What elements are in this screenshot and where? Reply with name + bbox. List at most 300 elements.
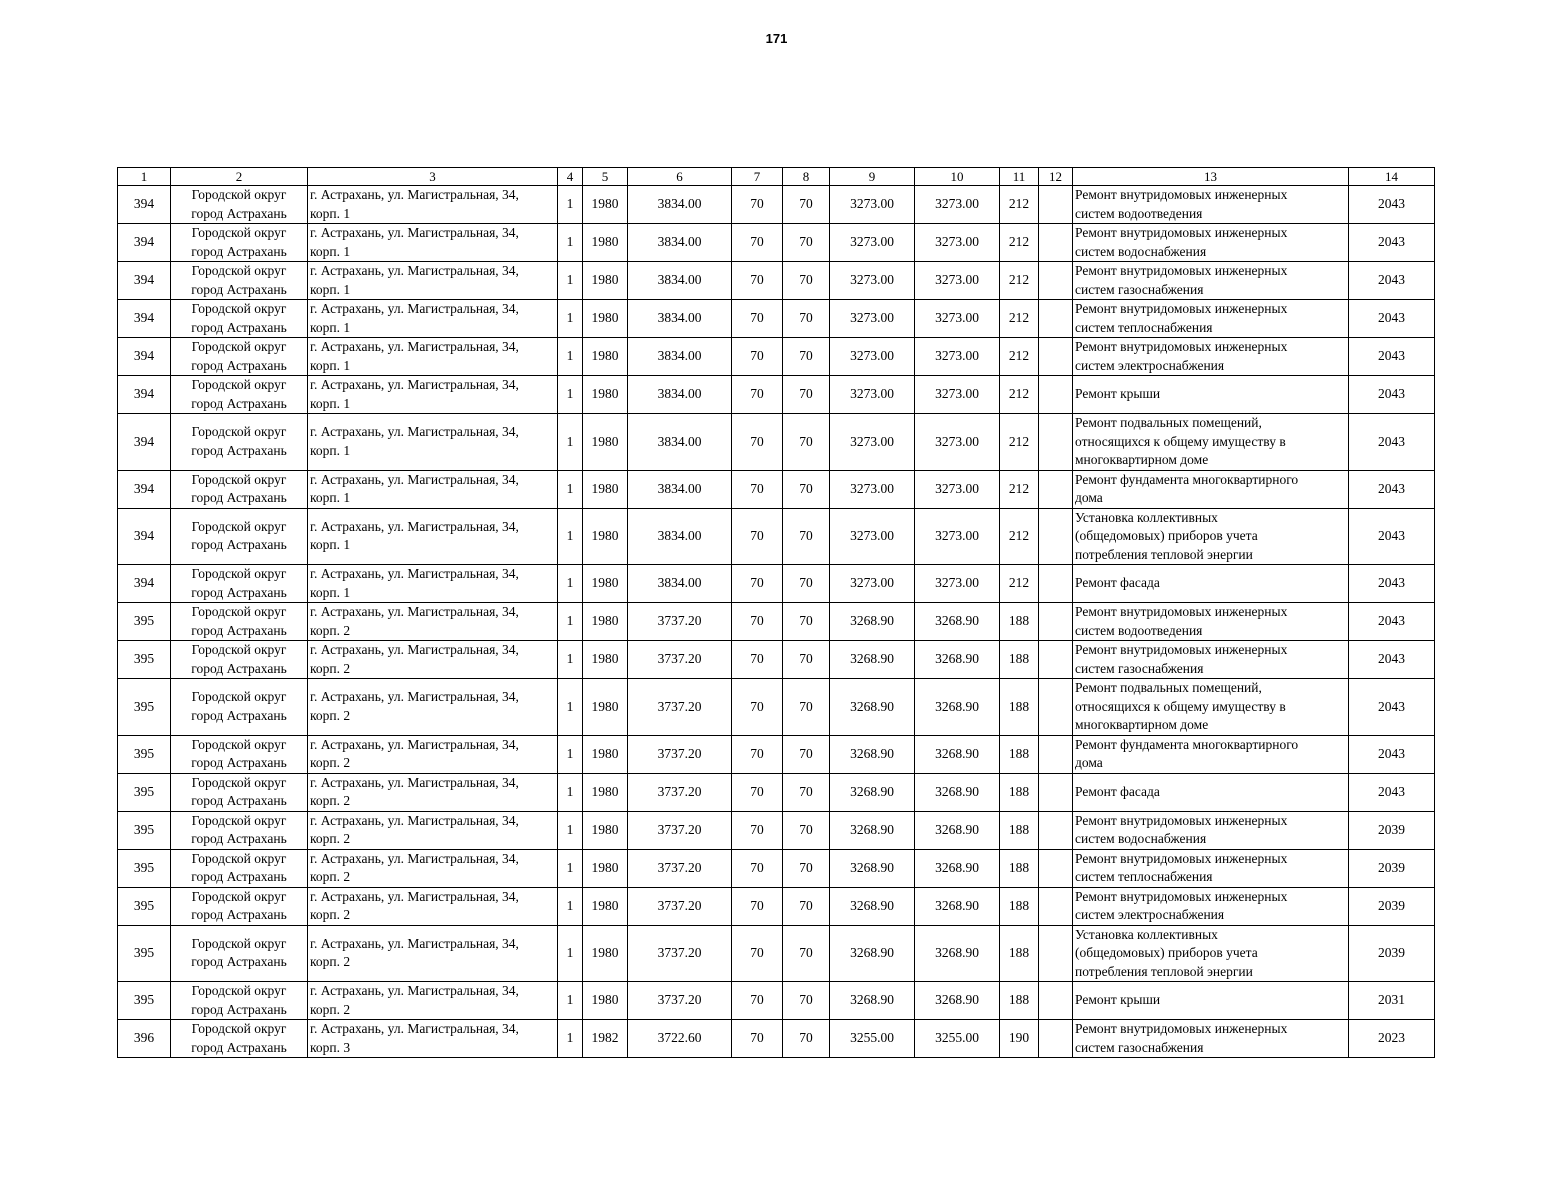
row-number-cell: 395 (118, 641, 171, 679)
area-10-cell: 3273.00 (915, 262, 1000, 300)
area-total-cell: 3737.20 (628, 811, 732, 849)
address-line: корп. 2 (310, 1001, 351, 1017)
col8-cell: 70 (783, 338, 830, 376)
col8-cell: 70 (783, 508, 830, 565)
col4-cell: 1 (558, 186, 583, 224)
row-number-cell: 395 (118, 773, 171, 811)
municipality-cell (171, 603, 308, 641)
row-number-cell: 394 (118, 338, 171, 376)
table-body (118, 168, 1435, 1058)
col4-cell: 1 (558, 565, 583, 603)
area-10-cell: 3268.90 (915, 982, 1000, 1020)
area-total-cell: 3834.00 (628, 224, 732, 262)
residents-cell: 212 (1000, 300, 1039, 338)
area-9-cell: 3273.00 (830, 338, 915, 376)
work-type-cell (1073, 849, 1349, 887)
area-10-cell: 3268.90 (915, 925, 1000, 982)
area-total-cell: 3834.00 (628, 186, 732, 224)
row-number-cell: 394 (118, 470, 171, 508)
work-type-line: систем водоснабжения (1075, 243, 1207, 259)
area-total-cell: 3737.20 (628, 982, 732, 1020)
address-cell (308, 262, 558, 300)
row-number-cell: 394 (118, 262, 171, 300)
table-row (118, 641, 1435, 679)
col4-cell: 1 (558, 679, 583, 736)
col12-cell (1039, 224, 1073, 262)
header-cell-1: 1 (118, 168, 171, 186)
work-type-cell (1073, 925, 1349, 982)
address-line: корп. 1 (310, 205, 351, 221)
col4-cell: 1 (558, 414, 583, 471)
area-10-cell: 3268.90 (915, 603, 1000, 641)
municipality-cell (171, 849, 308, 887)
year-cell: 1980 (583, 773, 628, 811)
col7-cell: 70 (732, 186, 783, 224)
plan-year-cell: 2039 (1349, 811, 1435, 849)
plan-year-cell: 2043 (1349, 338, 1435, 376)
municipality-line: Городской округ (191, 263, 287, 278)
municipality-line: Городской округ (191, 888, 287, 904)
work-type-line: Установка коллективных (1075, 926, 1218, 942)
address-line: г. Астрахань, ул. Магистральная, 34, (310, 689, 519, 705)
address-cell (308, 849, 558, 887)
work-type-line: дома (1075, 755, 1103, 770)
work-type-line: Установка коллективных (1075, 509, 1218, 525)
row-number-cell: 394 (118, 224, 171, 262)
work-type-cell (1073, 982, 1349, 1020)
address-cell (308, 414, 558, 471)
residents-cell: 212 (1000, 508, 1039, 565)
col4-cell: 1 (558, 735, 583, 773)
work-type-cell (1073, 508, 1349, 565)
work-type-line: потребления тепловой энергии (1075, 546, 1253, 562)
header-row (118, 168, 1435, 186)
col12-cell (1039, 925, 1073, 982)
table-row (118, 224, 1435, 262)
col12-cell (1039, 849, 1073, 887)
col12-cell (1039, 735, 1073, 773)
register-table (117, 167, 1435, 1058)
work-type-line: Ремонт внутридомовых инженерных (1075, 187, 1288, 202)
area-10-cell: 3273.00 (915, 414, 1000, 471)
work-type-line: Ремонт подвальных помещений, (1075, 680, 1262, 695)
work-type-line: систем водоснабжения (1075, 831, 1207, 846)
plan-year-cell: 2043 (1349, 679, 1435, 736)
table-row (118, 982, 1435, 1020)
municipality-line: город Астрахань (191, 707, 287, 723)
address-line: корп. 1 (310, 490, 351, 505)
municipality-cell (171, 338, 308, 376)
address-cell (308, 925, 558, 982)
col7-cell: 70 (732, 1020, 783, 1058)
work-type-line: систем электроснабжения (1075, 907, 1225, 922)
address-line: г. Астрахань, ул. Магистральная, 34, (310, 424, 519, 440)
work-type-line: Ремонт крыши (1075, 992, 1161, 1008)
col7-cell: 70 (732, 565, 783, 603)
address-line: г. Астрахань, ул. Магистральная, 34, (310, 518, 519, 534)
area-9-cell: 3268.90 (830, 641, 915, 679)
address-cell (308, 641, 558, 679)
col4-cell: 1 (558, 376, 583, 414)
area-9-cell: 3268.90 (830, 925, 915, 982)
row-number-cell: 394 (118, 414, 171, 471)
plan-year-cell: 2043 (1349, 186, 1435, 224)
col12-cell (1039, 1020, 1073, 1058)
col12-cell (1039, 338, 1073, 376)
area-10-cell: 3273.00 (915, 186, 1000, 224)
work-type-cell (1073, 565, 1349, 603)
col12-cell (1039, 262, 1073, 300)
plan-year-cell: 2039 (1349, 849, 1435, 887)
col4-cell: 1 (558, 1020, 583, 1058)
year-cell: 1980 (583, 603, 628, 641)
col4-cell: 1 (558, 982, 583, 1020)
year-cell: 1980 (583, 508, 628, 565)
col7-cell: 70 (732, 224, 783, 262)
municipality-line: город Астрахань (191, 907, 287, 922)
col7-cell: 70 (732, 414, 783, 471)
area-total-cell: 3722.60 (628, 1020, 732, 1058)
municipality-cell (171, 414, 308, 471)
col4-cell: 1 (558, 641, 583, 679)
area-10-cell: 3268.90 (915, 773, 1000, 811)
col12-cell (1039, 811, 1073, 849)
table-row (118, 300, 1435, 338)
address-cell (308, 470, 558, 508)
residents-cell: 212 (1000, 224, 1039, 262)
area-9-cell: 3268.90 (830, 603, 915, 641)
work-type-cell (1073, 735, 1349, 773)
area-9-cell: 3273.00 (830, 376, 915, 414)
residents-cell: 188 (1000, 849, 1039, 887)
municipality-line: город Астрахань (191, 584, 287, 600)
col8-cell: 70 (783, 414, 830, 471)
municipality-line: Городской округ (191, 935, 287, 951)
municipality-line: Городской округ (191, 424, 287, 440)
address-line: г. Астрахань, ул. Магистральная, 34, (310, 983, 519, 998)
col4-cell: 1 (558, 925, 583, 982)
col7-cell: 70 (732, 925, 783, 982)
work-type-cell (1073, 186, 1349, 224)
col12-cell (1039, 887, 1073, 925)
table-row (118, 338, 1435, 376)
municipality-line: Городской округ (191, 689, 287, 705)
address-cell (308, 679, 558, 736)
area-9-cell: 3268.90 (830, 849, 915, 887)
work-type-line: Ремонт внутридомовых инженерных (1075, 642, 1288, 657)
municipality-cell (171, 508, 308, 565)
year-cell: 1980 (583, 376, 628, 414)
plan-year-cell: 2043 (1349, 565, 1435, 603)
address-cell (308, 508, 558, 565)
residents-cell: 188 (1000, 641, 1039, 679)
work-type-line: потребления тепловой энергии (1075, 963, 1253, 979)
municipality-line: город Астрахань (191, 793, 287, 808)
work-type-cell (1073, 1020, 1349, 1058)
municipality-line: Городской округ (191, 812, 287, 828)
table-row (118, 414, 1435, 471)
address-cell (308, 338, 558, 376)
address-line: корп. 1 (310, 442, 351, 458)
col4-cell: 1 (558, 603, 583, 641)
col7-cell: 70 (732, 982, 783, 1020)
address-line: г. Астрахань, ул. Магистральная, 34, (310, 187, 519, 202)
col8-cell: 70 (783, 1020, 830, 1058)
plan-year-cell: 2043 (1349, 300, 1435, 338)
row-number-cell: 394 (118, 565, 171, 603)
col12-cell (1039, 470, 1073, 508)
row-number-cell: 395 (118, 735, 171, 773)
area-total-cell: 3737.20 (628, 925, 732, 982)
municipality-line: Городской округ (191, 566, 287, 581)
col7-cell: 70 (732, 262, 783, 300)
col8-cell: 70 (783, 565, 830, 603)
table-row (118, 773, 1435, 811)
municipality-cell (171, 887, 308, 925)
work-type-line: систем газоснабжения (1075, 1039, 1204, 1055)
col12-cell (1039, 679, 1073, 736)
municipality-line: город Астрахань (191, 490, 287, 505)
address-line: г. Астрахань, ул. Магистральная, 34, (310, 774, 519, 790)
year-cell: 1980 (583, 849, 628, 887)
year-cell: 1980 (583, 338, 628, 376)
col4-cell: 1 (558, 224, 583, 262)
col12-cell (1039, 186, 1073, 224)
page-number: 171 (765, 31, 788, 46)
address-line: г. Астрахань, ул. Магистральная, 34, (310, 339, 519, 354)
residents-cell: 212 (1000, 470, 1039, 508)
row-number-cell: 394 (118, 376, 171, 414)
work-type-line: систем водоотведения (1075, 622, 1203, 638)
area-10-cell: 3273.00 (915, 376, 1000, 414)
col8-cell: 70 (783, 735, 830, 773)
work-type-line: относящихся к общему имуществу в (1075, 433, 1286, 449)
address-cell (308, 186, 558, 224)
area-10-cell: 3268.90 (915, 679, 1000, 736)
residents-cell: 212 (1000, 376, 1039, 414)
municipality-cell (171, 470, 308, 508)
area-total-cell: 3834.00 (628, 470, 732, 508)
area-total-cell: 3737.20 (628, 887, 732, 925)
row-number-cell: 394 (118, 508, 171, 565)
address-line: корп. 2 (310, 660, 351, 676)
area-total-cell: 3834.00 (628, 262, 732, 300)
area-total-cell: 3737.20 (628, 603, 732, 641)
table-row (118, 603, 1435, 641)
work-type-line: Ремонт внутридомовых инженерных (1075, 339, 1288, 354)
municipality-cell (171, 565, 308, 603)
area-9-cell: 3268.90 (830, 735, 915, 773)
work-type-line: относящихся к общему имуществу в (1075, 698, 1286, 714)
col8-cell: 70 (783, 811, 830, 849)
header-cell-3: 3 (308, 168, 558, 186)
address-line: корп. 2 (310, 831, 351, 846)
year-cell: 1980 (583, 679, 628, 736)
work-type-cell (1073, 603, 1349, 641)
address-line: корп. 1 (310, 395, 351, 411)
area-total-cell: 3834.00 (628, 414, 732, 471)
address-line: корп. 2 (310, 622, 351, 638)
work-type-cell (1073, 376, 1349, 414)
address-cell (308, 224, 558, 262)
area-9-cell: 3268.90 (830, 679, 915, 736)
address-line: корп. 1 (310, 537, 351, 553)
work-type-line: Ремонт фундамента многоквартирного (1075, 471, 1299, 487)
area-total-cell: 3834.00 (628, 300, 732, 338)
municipality-cell (171, 300, 308, 338)
work-type-line: Ремонт внутридомовых инженерных (1075, 301, 1288, 316)
municipality-line: город Астрахань (191, 755, 287, 770)
col7-cell: 70 (732, 641, 783, 679)
area-total-cell: 3737.20 (628, 641, 732, 679)
work-type-line: Ремонт внутридомовых инженерных (1075, 225, 1288, 240)
municipality-line: Городской округ (191, 850, 287, 866)
col4-cell: 1 (558, 262, 583, 300)
work-type-line: систем газоснабжения (1075, 660, 1204, 676)
col4-cell: 1 (558, 338, 583, 376)
col12-cell (1039, 300, 1073, 338)
area-9-cell: 3268.90 (830, 887, 915, 925)
municipality-line: город Астрахань (191, 281, 287, 297)
col7-cell: 70 (732, 470, 783, 508)
municipality-line: город Астрахань (191, 537, 287, 553)
col7-cell: 70 (732, 376, 783, 414)
header-cell-13: 13 (1073, 168, 1349, 186)
municipality-cell (171, 262, 308, 300)
work-type-cell (1073, 470, 1349, 508)
address-line: г. Астрахань, ул. Магистральная, 34, (310, 471, 519, 487)
plan-year-cell: 2043 (1349, 262, 1435, 300)
work-type-cell (1073, 338, 1349, 376)
table-row (118, 849, 1435, 887)
residents-cell: 212 (1000, 186, 1039, 224)
work-type-line: систем теплоснабжения (1075, 869, 1213, 884)
work-type-line: систем водоотведения (1075, 205, 1203, 221)
address-cell (308, 982, 558, 1020)
work-type-line: Ремонт фасада (1075, 783, 1160, 799)
plan-year-cell: 2043 (1349, 735, 1435, 773)
area-9-cell: 3268.90 (830, 773, 915, 811)
municipality-line: город Астрахань (191, 954, 287, 970)
col8-cell: 70 (783, 186, 830, 224)
area-10-cell: 3273.00 (915, 338, 1000, 376)
col12-cell (1039, 641, 1073, 679)
address-cell (308, 565, 558, 603)
municipality-line: Городской округ (191, 1021, 287, 1036)
col7-cell: 70 (732, 603, 783, 641)
col8-cell: 70 (783, 925, 830, 982)
municipality-cell (171, 811, 308, 849)
address-line: г. Астрахань, ул. Магистральная, 34, (310, 642, 519, 657)
residents-cell: 188 (1000, 773, 1039, 811)
col8-cell: 70 (783, 470, 830, 508)
work-type-line: Ремонт крыши (1075, 386, 1161, 402)
work-type-cell (1073, 300, 1349, 338)
residents-cell: 212 (1000, 262, 1039, 300)
address-line: г. Астрахань, ул. Магистральная, 34, (310, 263, 519, 278)
table-row (118, 565, 1435, 603)
municipality-line: Городской округ (191, 736, 287, 752)
col4-cell: 1 (558, 849, 583, 887)
municipality-cell (171, 186, 308, 224)
area-10-cell: 3268.90 (915, 849, 1000, 887)
work-type-line: Ремонт внутридомовых инженерных (1075, 604, 1288, 619)
col4-cell: 1 (558, 811, 583, 849)
table-row (118, 679, 1435, 736)
residents-cell: 212 (1000, 338, 1039, 376)
municipality-cell (171, 1020, 308, 1058)
col12-cell (1039, 414, 1073, 471)
year-cell: 1980 (583, 414, 628, 471)
residents-cell: 188 (1000, 811, 1039, 849)
year-cell: 1980 (583, 186, 628, 224)
year-cell: 1980 (583, 811, 628, 849)
residents-cell: 188 (1000, 679, 1039, 736)
area-10-cell: 3273.00 (915, 300, 1000, 338)
residents-cell: 212 (1000, 565, 1039, 603)
col12-cell (1039, 773, 1073, 811)
year-cell: 1980 (583, 300, 628, 338)
municipality-line: город Астрахань (191, 1001, 287, 1017)
residents-cell: 188 (1000, 735, 1039, 773)
table-row (118, 811, 1435, 849)
header-cell-12: 12 (1039, 168, 1073, 186)
plan-year-cell: 2043 (1349, 224, 1435, 262)
row-number-cell: 395 (118, 982, 171, 1020)
col4-cell: 1 (558, 470, 583, 508)
header-cell-6: 6 (628, 168, 732, 186)
col4-cell: 1 (558, 508, 583, 565)
col4-cell: 1 (558, 887, 583, 925)
area-10-cell: 3268.90 (915, 735, 1000, 773)
col8-cell: 70 (783, 262, 830, 300)
header-cell-4: 4 (558, 168, 583, 186)
address-cell (308, 773, 558, 811)
address-line: корп. 2 (310, 907, 351, 922)
row-number-cell: 394 (118, 186, 171, 224)
area-10-cell: 3255.00 (915, 1020, 1000, 1058)
address-line: г. Астрахань, ул. Магистральная, 34, (310, 604, 519, 619)
header-cell-8: 8 (783, 168, 830, 186)
area-9-cell: 3273.00 (830, 414, 915, 471)
year-cell: 1980 (583, 470, 628, 508)
area-10-cell: 3268.90 (915, 811, 1000, 849)
work-type-cell (1073, 641, 1349, 679)
area-9-cell: 3273.00 (830, 224, 915, 262)
table-row (118, 887, 1435, 925)
municipality-line: Городской округ (191, 471, 287, 487)
area-10-cell: 3273.00 (915, 508, 1000, 565)
address-line: корп. 1 (310, 357, 351, 373)
municipality-line: город Астрахань (191, 357, 287, 373)
address-cell (308, 811, 558, 849)
work-type-line: Ремонт внутридомовых инженерных (1075, 850, 1288, 866)
address-line: г. Астрахань, ул. Магистральная, 34, (310, 850, 519, 866)
municipality-line: Городской округ (191, 642, 287, 657)
work-type-line: Ремонт внутридомовых инженерных (1075, 888, 1288, 904)
work-type-line: Ремонт внутридомовых инженерных (1075, 263, 1288, 278)
plan-year-cell: 2039 (1349, 887, 1435, 925)
work-type-line: (общедомовых) приборов учета (1075, 945, 1258, 960)
plan-year-cell: 2043 (1349, 603, 1435, 641)
plan-year-cell: 2031 (1349, 982, 1435, 1020)
municipality-line: город Астрахань (191, 442, 287, 458)
col7-cell: 70 (732, 887, 783, 925)
col8-cell: 70 (783, 603, 830, 641)
address-line: г. Астрахань, ул. Магистральная, 34, (310, 888, 519, 904)
row-number-cell: 396 (118, 1020, 171, 1058)
area-9-cell: 3255.00 (830, 1020, 915, 1058)
